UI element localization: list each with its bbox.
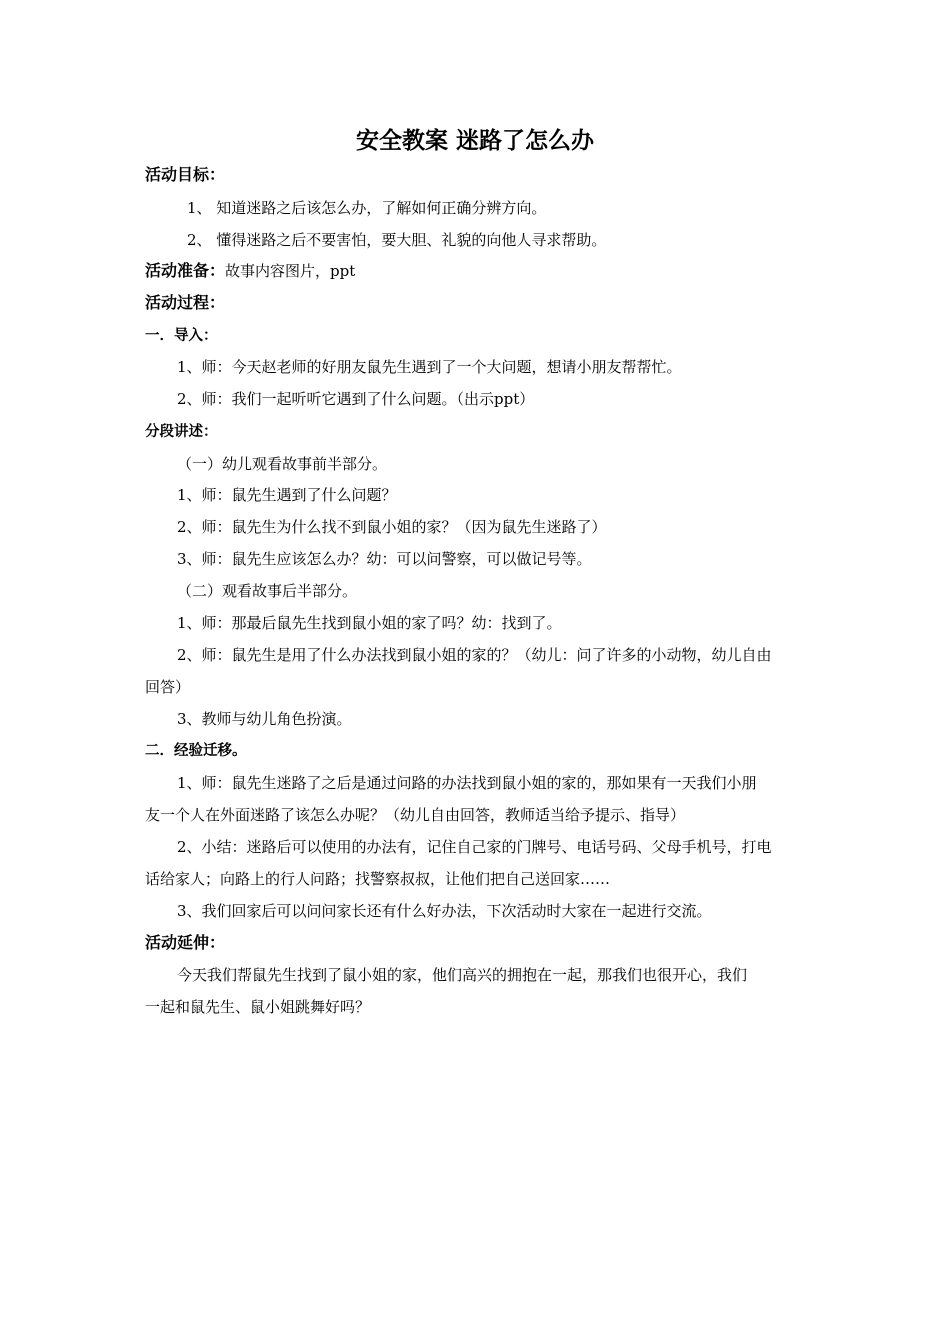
process-heading: 活动过程： — [145, 293, 226, 312]
part2-item-1-line-1: 1、师：鼠先生迷路了之后是通过问路的办法找到鼠小姐的家的，那如果有一天我们小朋 — [177, 774, 757, 792]
segment-b-item-2-line-1: 2、师：鼠先生是用了什么办法找到鼠小姐的家的？（幼儿：问了许多的小动物，幼儿自由 — [177, 646, 772, 664]
extension-line-2: 一起和鼠先生、鼠小姐跳舞好吗？ — [145, 998, 371, 1016]
part2-heading: 二．经验迁移。 — [145, 743, 247, 759]
goal-item-1: 1、 知道迷路之后该怎么办，了解如何正确分辨方向。 — [187, 199, 547, 217]
part2-item-2-line-1: 2、小结：迷路后可以使用的办法有，记住自己家的门牌号、电话号码、父母手机号，打电 — [177, 838, 772, 856]
prep-line — [145, 261, 355, 281]
part2-item-1-line-2: 友一个人在外面迷路了该怎么办呢？（幼儿自由回答，教师适当给予提示、指导） — [145, 806, 686, 824]
part1-item-2: 2、师：我们一起听听它遇到了什么问题。（出示ppt） — [177, 390, 535, 408]
extension-heading: 活动延伸： — [145, 933, 226, 952]
prep-text: 故事内容图片，ppt — [225, 262, 356, 280]
segment-b-item-2-line-2: 回答） — [145, 678, 191, 696]
segment-a-item-1: 1、师：鼠先生遇到了什么问题？ — [177, 486, 397, 504]
part1-item-1: 1、师：今天赵老师的好朋友鼠先生遇到了一个大问题，想请小朋友帮帮忙。 — [177, 358, 682, 376]
segment-a-item-2: 2、师：鼠先生为什么找不到鼠小姐的家？（因为鼠先生迷路了） — [177, 518, 607, 536]
extension-line-1: 今天我们帮鼠先生找到了鼠小姐的家，他们高兴的拥抱在一起，那我们也很开心，我们 — [177, 966, 748, 984]
part2-item-2-line-2: 话给家人；向路上的行人问路；找警察叔叔，让他们把自己送回家…… — [145, 870, 611, 888]
document-title: 安全教案 迷路了怎么办 — [355, 128, 594, 154]
segment-b-title: （二）观看故事后半部分。 — [177, 582, 358, 600]
segment-b-item-1: 1、师：那最后鼠先生找到鼠小姐的家了吗？幼：找到了。 — [177, 614, 562, 632]
goals-heading: 活动目标： — [145, 165, 226, 184]
segment-a-item-3: 3、师：鼠先生应该怎么办？幼：可以问警察，可以做记号等。 — [177, 550, 592, 568]
part2-item-3: 3、我们回家后可以问问家长还有什么好办法，下次活动时大家在一起进行交流。 — [177, 902, 712, 920]
segment-heading: 分段讲述： — [145, 424, 218, 440]
prep-heading: 活动准备： — [145, 261, 226, 280]
goal-item-2: 2、 懂得迷路之后不要害怕，要大胆、礼貌的向他人寻求帮助。 — [187, 231, 607, 249]
segment-a-title: （一）幼儿观看故事前半部分。 — [177, 455, 388, 473]
segment-b-item-3: 3、教师与幼儿角色扮演。 — [177, 710, 352, 728]
part1-heading: 一．导入： — [145, 328, 218, 344]
